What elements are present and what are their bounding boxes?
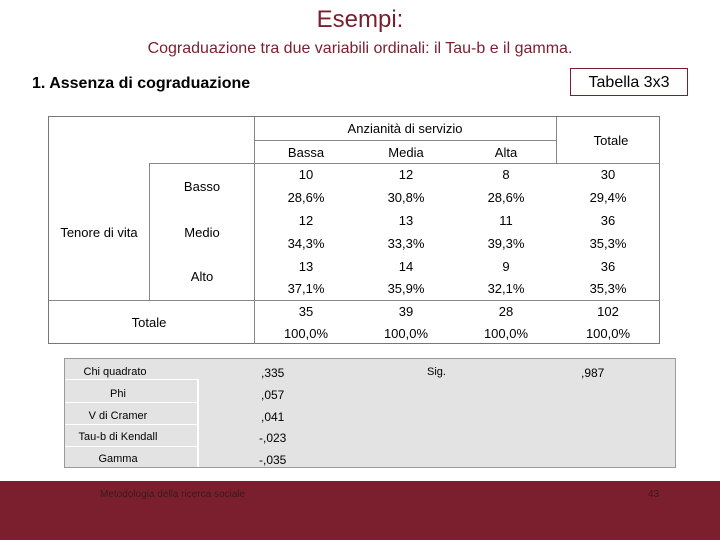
count-cell: 39: [398, 304, 414, 319]
percent-cell: 37,1%: [287, 281, 325, 296]
percent-cell: 35,3%: [589, 281, 627, 296]
count-cell: 8: [502, 167, 510, 182]
page-number: 43: [648, 489, 660, 500]
stats-separator: [65, 424, 197, 425]
count-cell: 9: [502, 259, 510, 274]
count-cell: 11: [499, 213, 513, 228]
stat-label-tau-b: Tau-b di Kendall: [78, 431, 158, 443]
sig-label: Sig.: [427, 366, 446, 378]
count-cell: 13: [398, 213, 414, 228]
percent-cell: 100,0%: [585, 326, 631, 341]
slide-subtitle: Cograduazione tra due variabili ordinali: il Tau-b e il gamma.: [147, 40, 573, 57]
stats-separator: [197, 379, 199, 467]
stats-table: [64, 358, 676, 468]
row-group-label: Tenore di vita: [60, 225, 138, 240]
percent-cell: 28,6%: [287, 190, 325, 205]
percent-cell: 100,0%: [283, 326, 329, 341]
stats-separator: [65, 446, 197, 447]
stat-label-phi: Phi: [110, 388, 126, 400]
percent-cell: 30,8%: [387, 190, 425, 205]
count-cell: 36: [600, 213, 616, 228]
stat-label-gamma: Gamma: [98, 453, 138, 465]
percent-cell: 100,0%: [483, 326, 529, 341]
count-cell: 10: [298, 167, 314, 182]
col-header-media: Media: [388, 145, 424, 160]
percent-cell: 28,6%: [487, 190, 525, 205]
percent-cell: 29,4%: [589, 190, 627, 205]
stat-label-v-cramer: V di Cramer: [88, 410, 148, 422]
grid-line: [149, 163, 150, 300]
percent-cell: 33,3%: [387, 236, 425, 251]
count-cell: 12: [398, 167, 414, 182]
count-cell: 36: [600, 259, 616, 274]
section-heading: 1. Assenza di cograduazione: [32, 75, 251, 92]
stats-separator: [65, 379, 197, 380]
stat-value-phi: ,057: [261, 388, 285, 402]
percent-cell: 100,0%: [383, 326, 429, 341]
count-cell: 12: [298, 213, 314, 228]
slide-title: Esempi:: [316, 6, 404, 33]
count-cell: 30: [600, 167, 616, 182]
stat-value-chi-quadrato: ,335: [261, 366, 285, 380]
col-header-bassa: Bassa: [287, 145, 325, 160]
col-header-alta: Alta: [494, 145, 518, 160]
crosstab-table: [48, 116, 660, 344]
count-cell: 28: [498, 304, 514, 319]
grid-line: [49, 300, 660, 301]
count-cell: 13: [298, 259, 314, 274]
sig-value: ,987: [581, 366, 605, 380]
footer-text: Metodologia della ricerca sociale: [100, 489, 246, 500]
row-label-medio: Medio: [184, 225, 220, 240]
percent-cell: 39,3%: [487, 236, 525, 251]
stat-label-chi-quadrato: Chi quadrato: [83, 366, 147, 378]
count-cell: 102: [597, 304, 619, 319]
row-label-basso: Basso: [183, 179, 221, 194]
grid-line: [254, 117, 255, 344]
count-cell: 35: [298, 304, 314, 319]
grid-line: [254, 140, 556, 141]
grid-line: [149, 163, 660, 164]
percent-cell: 35,9%: [387, 281, 425, 296]
percent-cell: 35,3%: [589, 236, 627, 251]
stat-value-tau-b: -,023: [259, 431, 287, 445]
percent-cell: 32,1%: [487, 281, 525, 296]
percent-cell: 34,3%: [287, 236, 325, 251]
stat-value-v-cramer: ,041: [261, 410, 285, 424]
row-label-totale: Totale: [131, 315, 167, 330]
table-tag: Tabella 3x3: [570, 68, 688, 96]
count-cell: 14: [398, 259, 414, 274]
col-group-label: Anzianità di servizio: [347, 121, 463, 136]
stat-value-gamma: -,035: [259, 453, 287, 467]
total-col-label: Totale: [593, 133, 629, 148]
row-label-alto: Alto: [190, 269, 214, 284]
grid-line: [556, 117, 557, 163]
stats-separator: [65, 402, 197, 403]
